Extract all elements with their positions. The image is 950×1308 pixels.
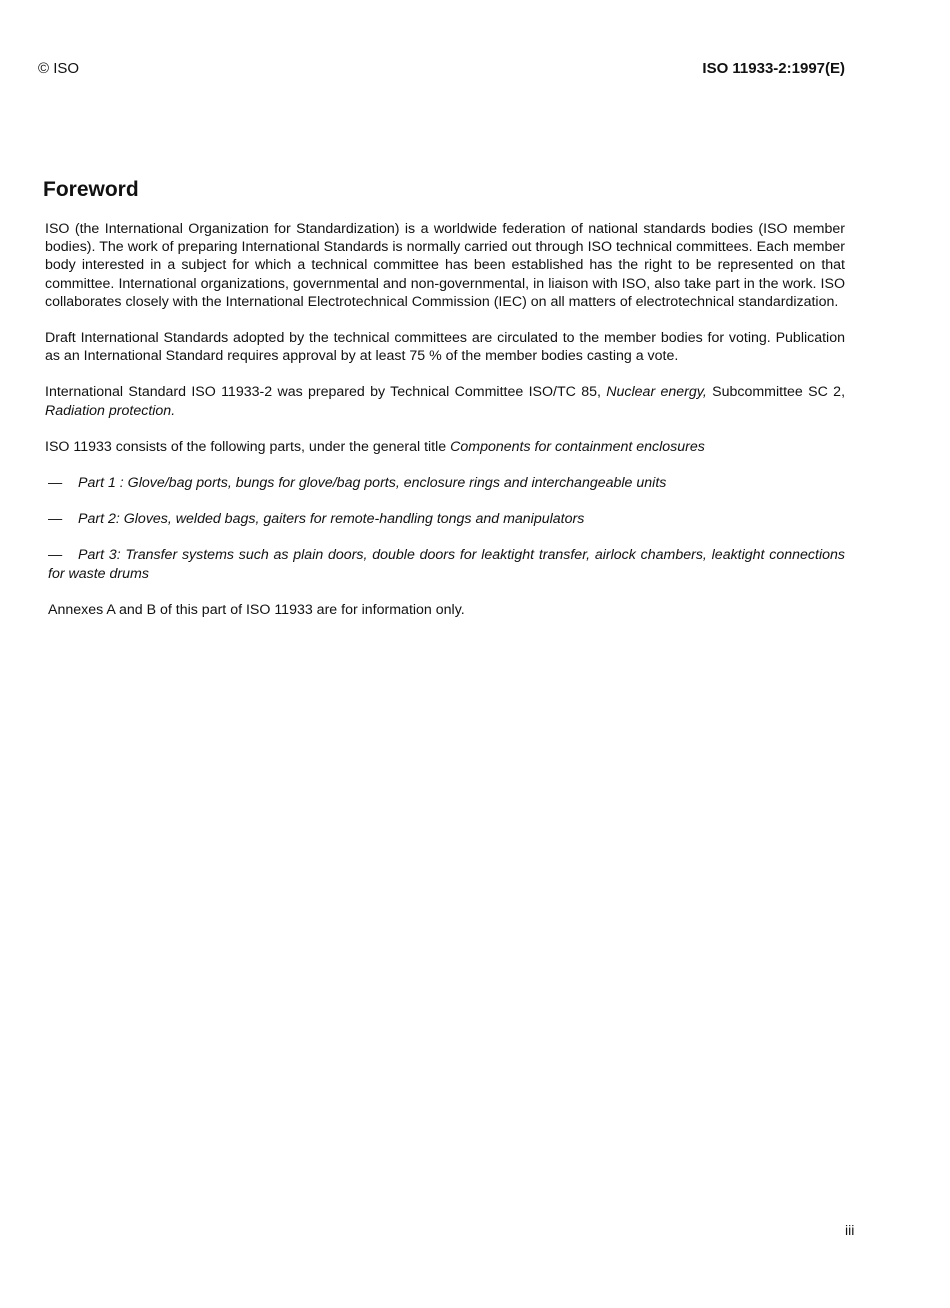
- document-id: ISO 11933-2:1997(E): [702, 60, 845, 77]
- dash-bullet: —: [48, 547, 63, 564]
- paragraph-preparation: [45, 383, 845, 419]
- preparation-text: International Standard ISO 11933-2 was prepared by Technical Committee ISO/TC 85,: [45, 384, 601, 401]
- list-item: [45, 546, 845, 582]
- part-1-title: Part 1 : Glove/bag ports, bungs for glove/bag ports, enclosure rings and interchangeable units: [78, 475, 667, 492]
- subcommittee-text: Subcommittee SC 2,: [712, 384, 846, 401]
- general-title: Components for containment enclosures: [450, 438, 705, 455]
- subcommittee-name: Radiation protection.: [45, 402, 176, 419]
- committee-name: Nuclear energy,: [606, 384, 707, 401]
- dash-bullet: —: [48, 511, 63, 528]
- dash-bullet: —: [48, 475, 63, 492]
- paragraph-annex-note: Annexes A and B of this part of ISO 11933 are for information only.: [48, 601, 465, 618]
- page-title: Foreword: [43, 178, 139, 201]
- part-3-title: Part 3: Transfer systems such as plain doors, double doors for leaktight transfer, airlock chambers, leaktight connections for waste drums: [48, 547, 845, 582]
- parts-intro-text: ISO 11933 consists of the following parts, under the general title: [45, 438, 447, 455]
- paragraph-parts-intro: [45, 438, 845, 456]
- page-number: iii: [845, 1222, 855, 1238]
- foreword-body: [45, 220, 845, 619]
- copyright-label: © ISO: [38, 60, 80, 77]
- part-2-title: Part 2: Gloves, welded bags, gaiters for remote-handling tongs and manipulators: [78, 511, 585, 528]
- list-item: [45, 510, 845, 528]
- paragraph-draft-standards: Draft International Standards adopted by the technical committees are circulated to the member bodies for voting. Publication as an International Standard requires approval by at least 75 % of the member bodies casting a vote.: [45, 330, 845, 365]
- paragraph-iso-description: ISO (the International Organization for Standardization) is a worldwide federation of national standards bodies (ISO member bodies). The work of preparing International Standards is normally carried out through ISO technical committees. Each member body interested in a subject for which a technical committee has been established has the right to be represented on that committee. International organizations, governmental and non-governmental, in liaison with ISO, also take part in the work. ISO collaborates closely with the International Electrotechnical Commission (IEC) on all matters of electrotechnical standardization.: [45, 221, 845, 310]
- list-item: [45, 474, 845, 492]
